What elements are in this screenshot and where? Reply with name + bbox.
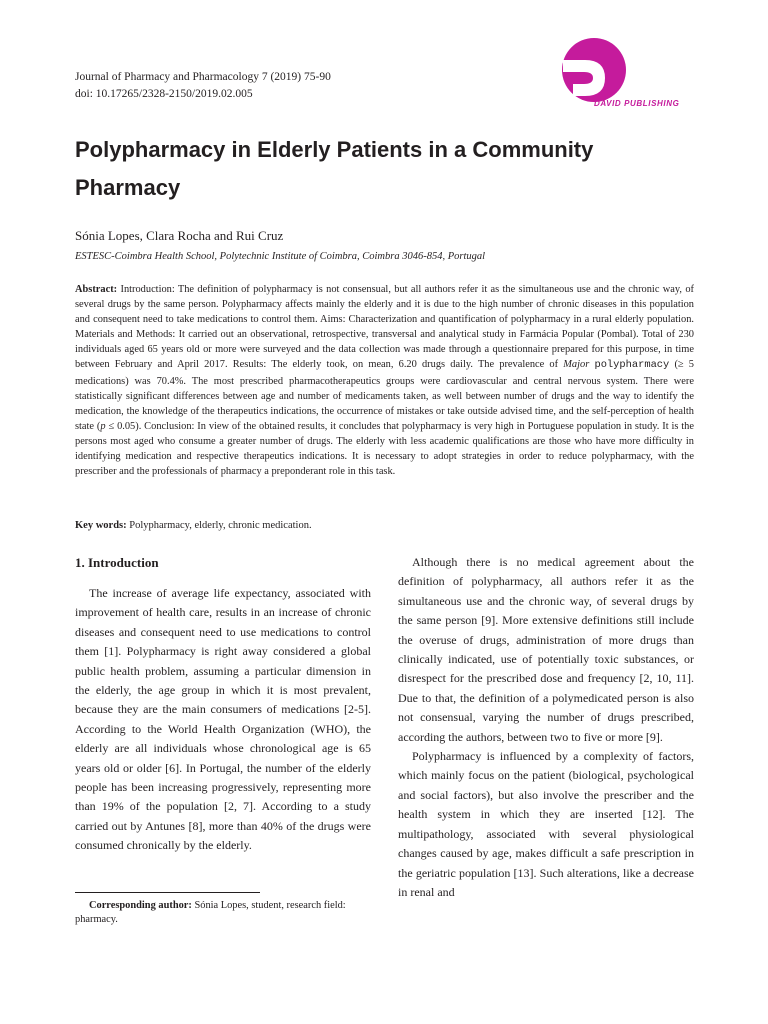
keywords-text: Polypharmacy, elderly, chronic medication. xyxy=(129,520,312,531)
journal-citation: Journal of Pharmacy and Pharmacology 7 (2019) 75-90 xyxy=(75,71,331,83)
right-column xyxy=(398,553,694,902)
footnote xyxy=(75,899,375,927)
intro-paragraph-3: Polypharmacy is influenced by a complexity of factors, which mainly focus on the patient (biological, psychological and social factors), but also involve the prescriber and the health system in which they are inserted [12]. The multipathology, associated with several physiological changes caused by age, makes difficult a safe prescription in the geriatric population [13]. Such alterations, like a decrease in renal and xyxy=(398,749,694,899)
logo-text: DAVID PUBLISHING xyxy=(594,99,680,108)
affiliation: ESTESC-Coimbra Health School, Polytechnic Institute of Coimbra, Coimbra 3046-854, Portugal xyxy=(75,251,486,262)
abstract xyxy=(75,282,694,479)
footnote-label: Corresponding author: xyxy=(89,900,192,911)
journal-header xyxy=(75,69,331,103)
abstract-p: p xyxy=(100,420,106,432)
abstract-label: Abstract: xyxy=(75,284,118,295)
abstract-text-1: Introduction: The definition of polypharmacy is not consensual, but all authors refer it as the simultaneous use and the chronic way, of several drugs by the same person. Polypharmacy affects mainly the elderly and it is due to the high number of chronic diseases in this population and consequent need to take medications to control them. Aims: Characterization and quantification of polypharmacy in a rural elderly population. Materials and Methods: It carried out an observational, retrospective, transversal and analytical study in Farmácia Popular (Pombal). Total of 230 individuals aged 65 years old or more were surveyed and the data collection was made through a questionnaire prepared for this purpose, in time between February and April 2017. Results: The elderly took, on mean, 6.20 drugs daily. The prevalence of xyxy=(75,284,694,371)
keywords-label: Key words: xyxy=(75,520,127,531)
abstract-text-2: (≥ 5 medications) was 70.4%. The most prescribed pharmacotherapeutics groups were cardiovascular and central nervous system. There were statistically significant differences between age and number of medicaments taken, as well between number of drugs and the way to identify the medication, the knowledge of the therapeutics indications, the occurrence of mistakes or take outside advised time, and the self-perception of health state ( xyxy=(75,359,695,432)
publisher-logo xyxy=(555,38,705,118)
abstract-polypharmacy: polypharmacy xyxy=(594,359,670,372)
page-title: Polypharmacy in Elderly Patients in a Community Pharmacy xyxy=(75,137,594,200)
intro-paragraph-1: The increase of average life expectancy, associated with improvement of health care, results in an increase of chronic diseases and consequent need to use medications to control them [1]. Polypharmacy is right away considered a global public health problem, assuming a particular dimension in the elderly, the age group in which it is most prevalent, because they are the main consumers of medications [2-5]. According to the World Health Organization (WHO), the elderly are all individuals whose chronological age is 65 years old or older [6]. In Portugal, the number of the elderly people has been increasing progressively, representing more than 19% of the population [2, 7]. According to a study carried out by Antunes [8], more than 40% of the drugs were consumed chronically by the elderly. xyxy=(75,586,371,853)
section-heading: 1. Introduction xyxy=(75,555,159,570)
keywords xyxy=(75,520,312,531)
left-column xyxy=(75,553,371,856)
abstract-text-3: ≤ 0.05). Conclusion: In view of the obtained results, it concludes that polypharmacy is very high in Portuguese population in study. It is the persons most aged who consume a greater number of drugs. The elderly with less academic qualifications are those who have more difficulty in identifying medication and respective therapeutics indications. It is necessary to adopt strategies in order to reduce polypharmacy, with the prescriber and the professionals of pharmacy a preponderant role in this task. xyxy=(75,420,694,478)
abstract-major: Major xyxy=(563,359,590,371)
doi: doi: 10.17265/2328-2150/2019.02.005 xyxy=(75,88,253,100)
authors: Sónia Lopes, Clara Rocha and Rui Cruz xyxy=(75,228,284,243)
footnote-text: Sónia Lopes, student, research field: pharmacy. xyxy=(75,900,346,925)
intro-paragraph-2: Although there is no medical agreement about the definition of polypharmacy, all authors refer it as the simultaneous use and the chronic way, of several drugs by the same person [9]. More extensive definitions still include the overuse of drugs, administration of more drugs than clinically indicated, use of potentially toxic substances, or disrespect for the prescribed dose and frequency [2, 10, 11]. Due to that, the definition of a polymedicated person is also not consensual, varying the number of drugs prescribed, according the authors, between two to five or more [9]. xyxy=(398,555,694,744)
footnote-divider xyxy=(75,892,260,893)
